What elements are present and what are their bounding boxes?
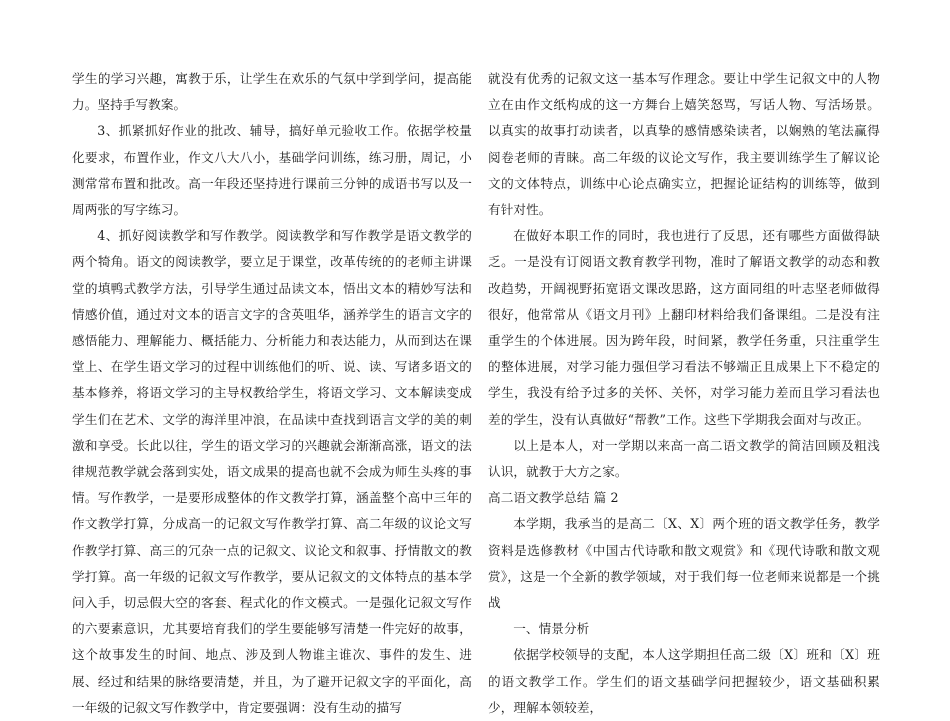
paragraph: 在做好本职工作的同时，我也进行了反思，还有哪些方面做得缺乏。一是没有订阅语文教育教学刊物，准时了解语文教学的动态和教改趋势，开阔视野拓宽语文课改思路，这方面同组的叶志坚老师做得很好，他常常从《语文月刊》上翻印材料给我们备课组。二是没有注重学生的个体进展。因为跨年段，时间紧，教学任务重，只注重学生的整体进展，对学习能力强但学习看法不够端正且成果上下不稳定的学生，我没有给予过多的关怀、关怀，对学习能力差而且学习看法也差的学生，没有认真做好“帮教”工作。这些下学期我会面对与改正。: [488, 228, 880, 427]
paragraph: 就没有优秀的记叙文这一基本写作理念。要让中学生记叙文中的人物立在由作文纸构成的这一方舞台上嬉笑怒骂，写话人物、写活场景。以真实的故事打动读者，以真挚的感情感染读者，以娴熟的笔法赢得阅卷老师的青睐。高二年级的议论文写作，我主要训练学生了解议论文的文体特点，训练中心论点确实立，把握论证结构的训练等，做到有针对性。: [488, 71, 880, 218]
paragraph: 依据学校领导的支配，本人这学期担任高二级〔X〕班和〔X〕班的语文教学工作。学生们的语文基础学问把握较少，语文基础积累少，理解本领较差，: [488, 647, 880, 715]
paragraph: 以上是本人，对一学期以来高一高二语文教学的简洁回顾及粗浅认识，就教于大方之家。: [488, 437, 880, 480]
paragraph: 3、抓紧抓好作业的批改、辅导，搞好单元验收工作。依据学校量化要求，布置作业，作文八大八小，基础学问训练，练习册，周记，小测常常布置和批改。高一年段还坚持进行课前三分钟的成语书写以及一周两张的写字练习。: [72, 123, 472, 218]
paragraph: 学生的学习兴趣，寓教于乐，让学生在欢乐的气氛中学到学问，提高能力。坚持手写教案。: [72, 71, 472, 113]
left-column: [72, 66, 472, 721]
section-title: 一、情景分析: [513, 621, 590, 637]
right-column: [488, 66, 880, 721]
section-heading: 高二语文教学总结 篇 2: [488, 490, 619, 506]
paragraph: 4、抓好阅读教学和写作教学。阅读教学和写作教学是语文教学的两个犄角。语文的阅读教学，要立足于课堂，改革传统的的老师主讲课堂的填鸭式教学方法，引导学生通过品读文本，悟出文本的精妙写法和情感价值，通过对文本的语言文字的含英咀华，涵养学生的语言文字的感悟能力、理解能力、概括能力、分析能力和表达能力，从而到达在课堂上、在学生语文学习的过程中训练他们的听、说、读、写诸多语文的基本修养，将语文学习的主导权教给学生，将语文学习、文本解读变成学生们在艺术、文学的海洋里冲浪，在品读中查找到语言文学的美的刺激和享受。长此以往，学生的语文学习的兴趣就会渐渐高涨，语文的法律规范教学就会落到实处，语文成果的提高也就不会成为师生头疼的事情。写作教学，一是要形成整体的作文教学打算，涵盖整个高中三年的作文教学打算，分成高一的记叙文写作教学打算、高二年级的议论文写作教学打算、高三的冗杂一点的记叙文、议论文和叙事、抒情散文的教学打算。高一年级的记叙文写作教学，要从记叙文的文体特点的基本学问入手，切忌假大空的客套、程式化的作文模式。一是强化记叙文写作的六要素意识，尤其要培育我们的学生要能够写清楚一件完好的故事，这个故事发生的时间、地点、涉及到人物谁主谁次、事件的发生、进展、经过和结果的脉络要清楚，并且，为了避开记叙文字的平面化，高一年级的记叙文写作教学中，肯定要强调：没有生动的描写: [72, 228, 472, 715]
paragraph: 本学期，我承当的是高二〔X、X〕两个班的语文教学任务，教学资料是选修教材《中国古代诗歌和散文观赏》和《现代诗歌和散文观赏》，这是一个全新的教学领域，对于我们每一位老师来说都是一个挑战: [488, 516, 880, 611]
